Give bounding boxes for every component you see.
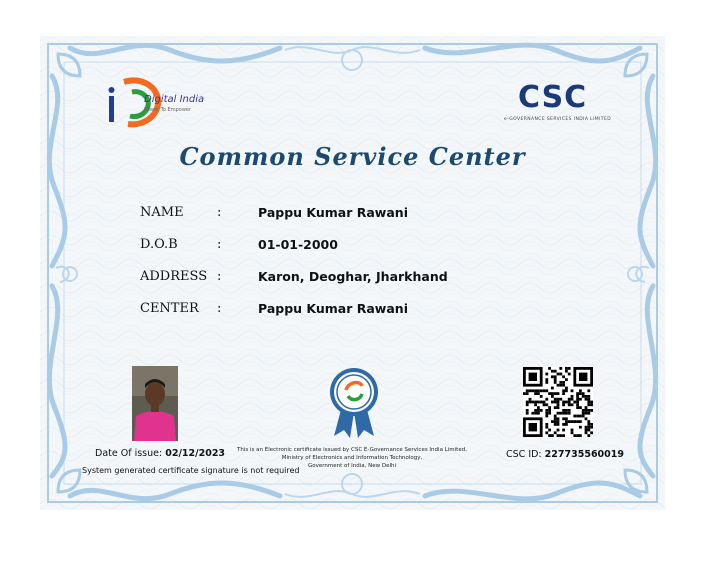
field-separator: : [217, 269, 222, 284]
field-label: D.O.B [140, 237, 178, 252]
field-label: ADDRESS [140, 269, 208, 284]
csc-logo: CSC [518, 80, 588, 115]
csc-subtitle: e-GOVERNANCE SERVICES INDIA LIMITED [503, 117, 612, 122]
field-label: CENTER [140, 301, 199, 316]
certificate-title: Common Service Center [179, 142, 526, 171]
field-value: Pappu Kumar Rawani [258, 301, 408, 316]
field-separator: : [217, 301, 222, 316]
award-badge-icon [326, 366, 382, 438]
field-value: Karon, Deoghar, Jharkhand [258, 269, 448, 284]
csc-id-value: 227735560019 [544, 449, 624, 460]
issuer-note-line: Government of India, New Delhi [308, 463, 396, 469]
field-value: Pappu Kumar Rawani [258, 205, 408, 220]
csc-id-label: CSC ID: [506, 449, 542, 460]
digital-india-tagline: Power To Empower [144, 107, 192, 113]
csc-id [506, 449, 624, 460]
field-separator: : [217, 205, 222, 220]
qr-code [523, 367, 593, 437]
date-of-issue-label: Date Of issue: [95, 448, 163, 459]
date-of-issue-value: 02/12/2023 [165, 448, 226, 459]
issuer-note-line: Ministry of Electronics and Information Technology, [281, 455, 423, 461]
holder-photo [132, 366, 178, 441]
issuer-note [222, 446, 482, 470]
digital-india-name: Digital India [144, 94, 205, 105]
field-separator: : [217, 237, 222, 252]
issuer-note-line: This is an Electronic certificate issued by CSC E-Governance Services India Limited, [237, 447, 467, 453]
field-label: NAME [140, 205, 184, 220]
certificate [40, 36, 665, 510]
system-generated-note: System generated certificate signature is not required [82, 466, 300, 475]
date-of-issue [95, 448, 225, 459]
field-value: 01-01-2000 [258, 237, 338, 252]
